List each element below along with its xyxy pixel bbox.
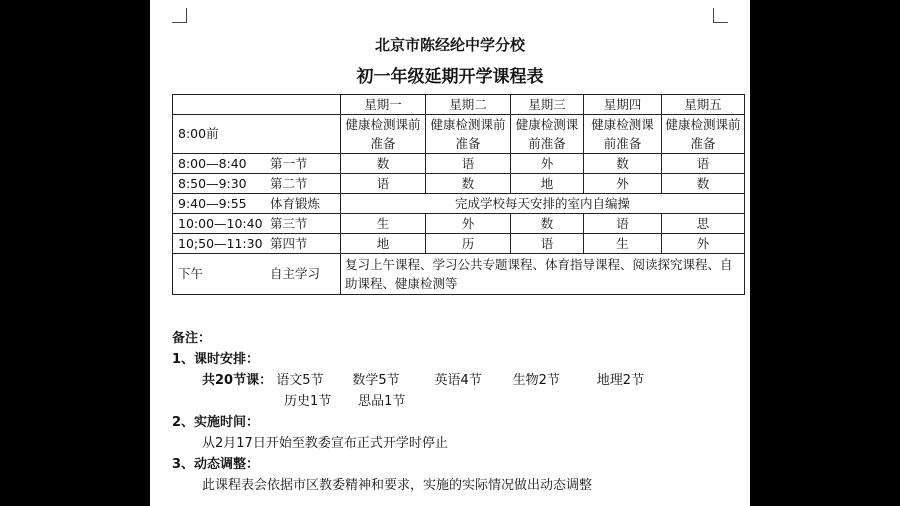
time-text: 10:00—10:40 xyxy=(178,215,263,231)
schedule-cell: 语 xyxy=(426,154,511,174)
total-lessons-label: 共20节课： xyxy=(202,373,273,388)
time-text: 8:00前 xyxy=(178,126,219,141)
time-cell xyxy=(173,254,341,295)
time-cell xyxy=(173,194,341,214)
schedule-table xyxy=(172,94,745,295)
schedule-cell: 数 xyxy=(426,174,511,194)
time-text: 8:00—8:40 xyxy=(178,155,247,171)
merged-activity-cell: 完成学校每天安排的室内自编操 xyxy=(341,194,745,214)
schedule-cell: 语 xyxy=(584,214,662,234)
time-cell xyxy=(173,154,341,174)
header-corner-cell xyxy=(173,95,341,115)
subject-hours-line-2 xyxy=(172,391,644,412)
schedule-cell: 健康检测课前准备 xyxy=(584,115,662,154)
notes-section xyxy=(172,328,644,496)
day-header: 星期四 xyxy=(584,95,662,115)
schedule-cell: 地 xyxy=(511,174,584,194)
schedule-cell: 数 xyxy=(584,154,662,174)
subject-hours: 生物2节 xyxy=(512,373,560,388)
crop-mark-top-left xyxy=(172,8,187,23)
document-page xyxy=(150,0,750,506)
schedule-cell: 思 xyxy=(662,214,745,234)
schedule-cell: 语 xyxy=(341,174,426,194)
time-text: 9:40—9:55 xyxy=(178,195,247,211)
schedule-cell: 外 xyxy=(426,214,511,234)
schedule-cell: 语 xyxy=(662,154,745,174)
schedule-cell: 外 xyxy=(511,154,584,174)
schedule-cell: 生 xyxy=(341,214,426,234)
period-label: 自主学习 xyxy=(270,266,321,281)
time-cell xyxy=(173,234,341,254)
table-row xyxy=(173,214,745,234)
note-item-3-text: 此课程表会依据市区教委精神和要求，实施的实际情况做出动态调整 xyxy=(202,478,593,493)
merged-activity-cell: 复习上午课程、学习公共专题课程、体育指导课程、阅读探究课程、自助课程、健康检测等 xyxy=(341,254,745,295)
table-row xyxy=(173,174,745,194)
schedule-cell: 健康检测课前准备 xyxy=(341,115,426,154)
period-label: 第二节 xyxy=(270,175,308,191)
table-row xyxy=(173,194,745,214)
subject-hours: 思品1节 xyxy=(358,394,406,409)
table-header-row xyxy=(173,95,745,115)
table-row xyxy=(173,154,745,174)
subject-hours: 地理2节 xyxy=(596,373,645,388)
subject-hours: 数学5节 xyxy=(352,373,400,388)
time-text: 10;50—11:30 xyxy=(178,235,263,251)
notes-heading: 备注： xyxy=(172,331,212,346)
note-item-1-title: 1、课时安排： xyxy=(172,352,260,367)
schedule-cell: 数 xyxy=(662,174,745,194)
note-item-2-text: 从2月17日开始至教委宣布正式开学时停止 xyxy=(202,436,448,451)
note-item-3-title: 3、动态调整： xyxy=(172,457,260,472)
crop-mark-top-right xyxy=(713,8,728,23)
period-label: 第三节 xyxy=(270,215,308,231)
period-label: 第一节 xyxy=(270,155,308,171)
day-header: 星期三 xyxy=(511,95,584,115)
time-cell xyxy=(173,115,341,154)
schedule-cell: 健康检测课前准备 xyxy=(662,115,745,154)
subject-hours-line-1 xyxy=(172,370,644,391)
schedule-cell: 健康检测课前准备 xyxy=(426,115,511,154)
schedule-cell: 历 xyxy=(426,234,511,254)
schedule-cell: 地 xyxy=(341,234,426,254)
school-name: 北京市陈经纶中学分校 xyxy=(374,36,525,54)
schedule-cell: 健康检测课前准备 xyxy=(511,115,584,154)
schedule-cell: 生 xyxy=(584,234,662,254)
schedule-cell: 数 xyxy=(511,214,584,234)
page-title: 初一年级延期开学课程表 xyxy=(356,67,544,87)
day-header: 星期一 xyxy=(341,95,426,115)
time-cell xyxy=(173,214,341,234)
day-header: 星期五 xyxy=(662,95,745,115)
day-header: 星期二 xyxy=(426,95,511,115)
note-item-2-title: 2、实施时间： xyxy=(172,415,260,430)
schedule-cell: 外 xyxy=(662,234,745,254)
time-text: 8:50—9:30 xyxy=(178,175,247,191)
table-row xyxy=(173,234,745,254)
period-label: 第四节 xyxy=(270,235,308,251)
table-row xyxy=(173,254,745,295)
schedule-cell: 数 xyxy=(341,154,426,174)
subject-hours: 英语4节 xyxy=(434,373,482,388)
subject-hours: 语文5节 xyxy=(276,373,324,388)
time-text: 下午 xyxy=(178,266,204,281)
schedule-cell: 语 xyxy=(511,234,584,254)
period-label: 体育锻炼 xyxy=(270,195,321,211)
time-cell xyxy=(173,174,341,194)
subject-hours: 历史1节 xyxy=(284,394,332,409)
table-row xyxy=(173,115,745,154)
schedule-cell: 外 xyxy=(584,174,662,194)
